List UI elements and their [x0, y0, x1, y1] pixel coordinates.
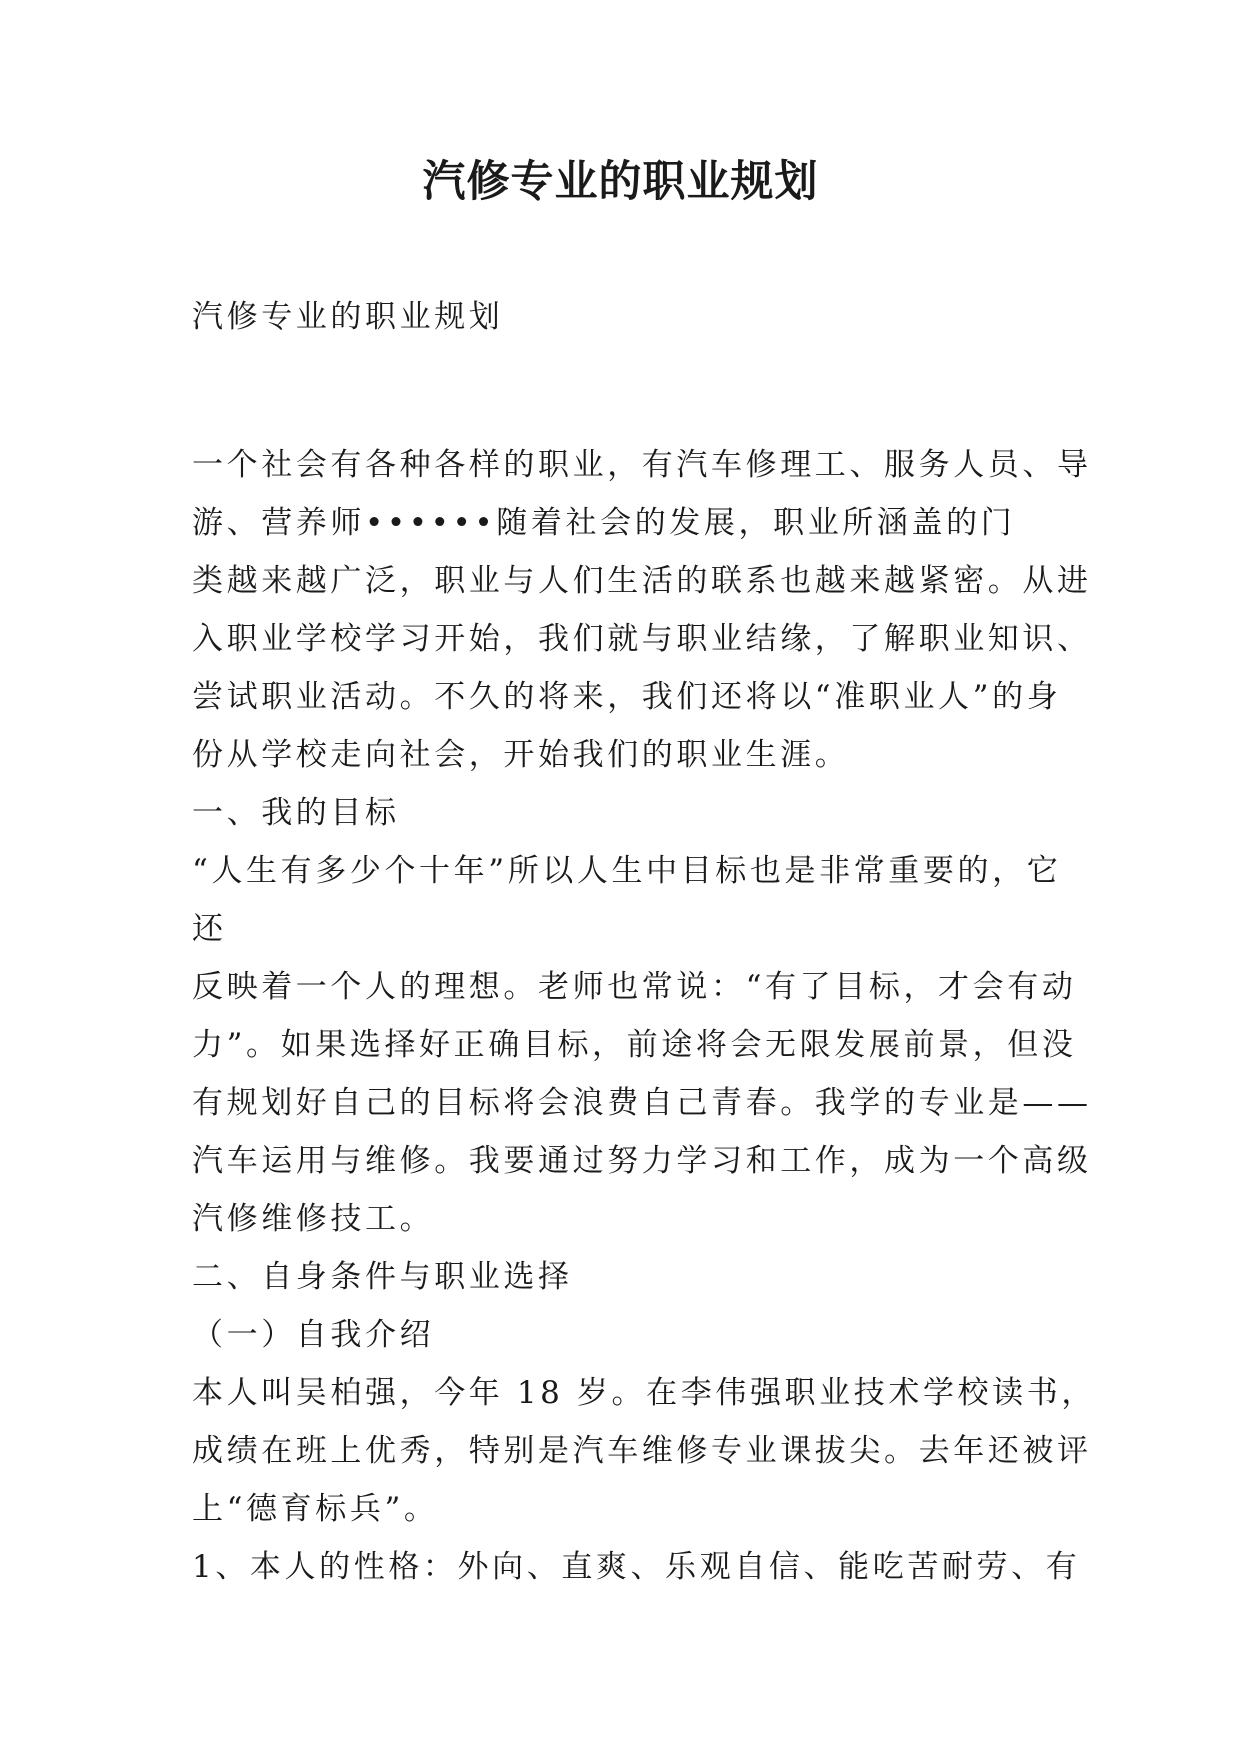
- paragraph-line: 上“德育标兵”。: [192, 1491, 439, 1527]
- paragraph-line: “人生有多少个十年”所以人生中目标也是非常重要的，它: [192, 853, 1062, 889]
- paragraph-line: 有规划好自己的目标将会浪费自己青春。我学的专业是——: [192, 1085, 1092, 1121]
- paragraph-line: 汽车运用与维修。我要通过努力学习和工作，成为一个高级: [192, 1143, 1092, 1179]
- subsection-heading: （一）自我介绍: [192, 1317, 435, 1353]
- paragraph-line: 份从学校走向社会，开始我们的职业生涯。: [192, 737, 850, 773]
- document-title: 汽修专业的职业规划: [422, 157, 819, 207]
- paragraph-line: 一个社会有各种各样的职业，有汽车修理工、服务人员、导: [192, 447, 1092, 483]
- paragraph-line: 汽修维修技工。: [192, 1201, 435, 1237]
- paragraph-line: 入职业学校学习开始，我们就与职业结缘，了解职业知识、: [192, 621, 1092, 657]
- paragraph-line: 力”。如果选择好正确目标，前途将会无限发展前景，但没: [192, 1027, 1077, 1063]
- document-body: [192, 288, 1096, 1596]
- paragraph-line: 类越来越广泛，职业与人们生活的联系也越来越紧密。从进: [192, 563, 1092, 599]
- paragraph-line: 1、本人的性格：外向、直爽、乐观自信、能吃苦耐劳、有: [192, 1549, 1081, 1585]
- paragraph-line: 还: [192, 911, 227, 947]
- blank-line: [192, 346, 1072, 436]
- section-heading: 一、我的目标: [192, 795, 400, 831]
- subtitle-line: 汽修专业的职业规划: [192, 299, 504, 335]
- section-heading: 二、自身条件与职业选择: [192, 1259, 573, 1295]
- paragraph-line: 成绩在班上优秀，特别是汽车维修专业课拔尖。去年还被评: [192, 1433, 1092, 1469]
- paragraph-line: 反映着一个人的理想。老师也常说：“有了目标，才会有动: [192, 969, 1077, 1005]
- paragraph-line: 尝试职业活动。不久的将来，我们还将以“准职业人”的身: [192, 679, 1062, 715]
- paragraph-line: 游、营养师••••••随着社会的发展，职业所涵盖的门: [192, 505, 1016, 541]
- paragraph-line: 本人叫吴柏强，今年 18 岁。在李伟强职业技术学校读书，: [192, 1375, 1096, 1411]
